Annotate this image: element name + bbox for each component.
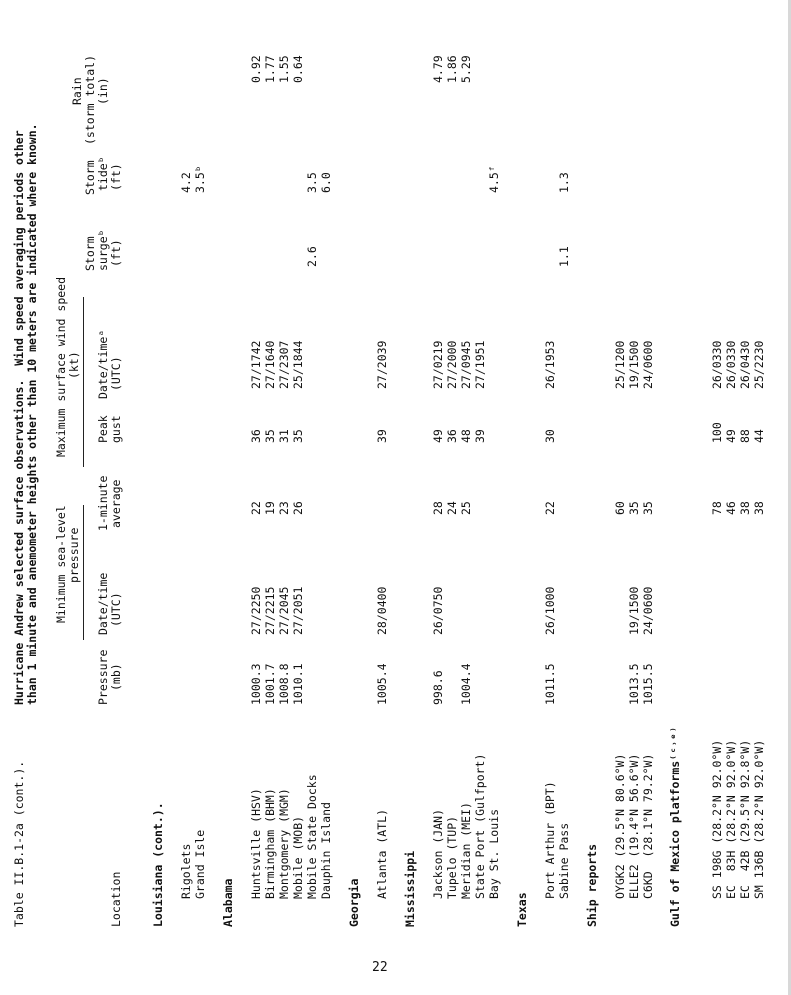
cell-pressure-date: 27/2215 — [263, 586, 277, 635]
cell-rain: 1.77 — [263, 55, 277, 83]
section-alabama: Alabama — [221, 878, 235, 927]
cell-tide: 3.5ᵇ — [193, 165, 207, 193]
col-avg: 1-minute — [96, 475, 110, 531]
cell-location: Dauphin Island — [319, 802, 333, 899]
cell-rain: 5.29 — [459, 55, 473, 83]
cell-rain: 1.55 — [277, 55, 291, 83]
cell-location: Montgomery (MGM) — [277, 788, 291, 899]
col-surge: Storm — [83, 236, 97, 271]
cell-gust: 39 — [375, 429, 389, 443]
section-gulf: Gulf of Mexico platforms⁽ᶜ˒ᵉ⁾ — [668, 726, 682, 927]
cell-tide: 3.5 — [305, 172, 319, 193]
pressure-group-rule — [83, 505, 84, 640]
cell-pressure-date: 19/1500 — [627, 586, 641, 635]
cell-rain: 4.79 — [431, 55, 445, 83]
cell-avg: 28 — [431, 501, 445, 515]
cell-avg: 78 — [710, 501, 724, 515]
cell-pressure: 1013.5 — [627, 663, 641, 705]
cell-pressure: 1011.5 — [543, 663, 557, 705]
cell-gust: 35 — [263, 429, 277, 443]
cell-pressure: 1004.4 — [459, 663, 473, 705]
cell-surge: 1.1 — [557, 246, 571, 267]
col-rain: Rain — [70, 77, 84, 105]
cell-pressure-date: 26/0750 — [431, 586, 445, 635]
cell-location: OYGK2 (29.5°N 80.6°W) — [613, 753, 627, 899]
cell-tide: 1.3 — [557, 172, 571, 193]
cell-tide: 4.2 — [179, 172, 193, 193]
cell-location: ELLE2 (19.4°N 56.6°W) — [627, 753, 641, 899]
cell-pressure: 1010.1 — [291, 663, 305, 705]
cell-rain: 0.64 — [291, 55, 305, 83]
cell-avg: 22 — [543, 501, 557, 515]
cell-pressure: 1015.5 — [641, 663, 655, 705]
col-surge-3: (ft) — [109, 239, 123, 267]
cell-pressure-date: 28/0400 — [375, 586, 389, 635]
cell-gust: 39 — [473, 429, 487, 443]
pressure-group-header-2: pressure — [67, 527, 81, 583]
table-label: Table II.B.1-2a (cont.). — [12, 760, 26, 927]
cell-pressure-date: 27/2051 — [291, 586, 305, 635]
wind-group-header: Maximum surface wind speed — [54, 276, 68, 457]
col-tide-2: tideᵇ — [96, 156, 110, 191]
cell-wind-date: 25/1200 — [613, 340, 627, 389]
cell-gust: 44 — [752, 429, 766, 443]
cell-location: C6KD (28.1°N 79.2°W) — [641, 753, 655, 899]
col-pressure-date: Date/time — [96, 572, 110, 635]
cell-location: EC 83H (28.2°N 92.0°W) — [724, 739, 738, 899]
cell-wind-date: 26/1953 — [543, 340, 557, 389]
pressure-group-header: Minimum sea-level — [54, 505, 68, 623]
cell-pressure-date: 27/2045 — [277, 586, 291, 635]
cell-gust: 48 — [459, 429, 473, 443]
cell-wind-date: 24/0600 — [641, 340, 655, 389]
cell-wind-date: 27/0945 — [459, 340, 473, 389]
col-wind-date: Date/timeᵃ — [96, 329, 110, 399]
cell-wind-date: 27/1742 — [249, 340, 263, 389]
cell-pressure-date: 27/2250 — [249, 586, 263, 635]
wind-group-header-2: (kt) — [67, 351, 81, 379]
cell-location: Port Arthur (BPT) — [543, 781, 557, 899]
cell-pressure-date: 26/1000 — [543, 586, 557, 635]
section-mississippi: Mississippi — [403, 850, 417, 927]
cell-pressure: 1008.8 — [277, 663, 291, 705]
cell-wind-date: 26/0430 — [738, 340, 752, 389]
col-pressure: Pressure — [96, 649, 110, 705]
col-tide: Storm — [83, 160, 97, 195]
cell-wind-date: 27/1951 — [473, 340, 487, 389]
cell-wind-date: 25/2230 — [752, 340, 766, 389]
cell-pressure: 998.6 — [431, 670, 445, 705]
col-gust: Peak — [96, 415, 110, 443]
cell-avg: 35 — [641, 501, 655, 515]
cell-gust: 88 — [738, 429, 752, 443]
cell-gust: 35 — [291, 429, 305, 443]
cell-avg: 38 — [752, 501, 766, 515]
cell-rain: 0.92 — [249, 55, 263, 83]
cell-wind-date: 27/2000 — [445, 340, 459, 389]
cell-wind-date: 25/1844 — [291, 340, 305, 389]
cell-location: SS 198G (28.2°N 92.0°W) — [710, 739, 724, 899]
cell-gust: 49 — [431, 429, 445, 443]
cell-wind-date: 26/0330 — [724, 340, 738, 389]
section-georgia: Georgia — [347, 878, 361, 927]
cell-surge: 2.6 — [305, 246, 319, 267]
cell-avg: 25 — [459, 501, 473, 515]
cell-location: Jackson (JAN) — [431, 808, 445, 899]
col-wind-date-unit: (UTC) — [109, 356, 123, 391]
col-pressure-date-unit: (UTC) — [109, 592, 123, 627]
cell-wind-date: 27/1640 — [263, 340, 277, 389]
cell-location: EC 42B (29.5°N 92.8°W) — [738, 739, 752, 899]
cell-wind-date: 27/2307 — [277, 340, 291, 389]
cell-rain: 1.86 — [445, 55, 459, 83]
cell-location: Rigolets — [179, 843, 193, 899]
cell-pressure: 1001.7 — [263, 663, 277, 705]
col-location: Location — [109, 871, 123, 927]
section-louisiana: Louisiana (cont.). — [151, 802, 165, 927]
section-texas: Texas — [515, 892, 529, 927]
cell-avg: 22 — [249, 501, 263, 515]
cell-location: Mobile State Docks — [305, 774, 319, 899]
cell-wind-date: 26/0330 — [710, 340, 724, 389]
cell-gust: 100 — [710, 422, 724, 443]
cell-avg: 26 — [291, 501, 305, 515]
col-rain-2: (storm total) — [83, 54, 97, 145]
cell-avg: 38 — [738, 501, 752, 515]
cell-location: Grand Isle — [193, 829, 207, 899]
page-number: 22 — [372, 960, 388, 975]
cell-wind-date: 27/0219 — [431, 340, 445, 389]
cell-avg: 19 — [263, 501, 277, 515]
cell-location: Birmingham (BHM) — [263, 788, 277, 899]
cell-avg: 46 — [724, 501, 738, 515]
cell-gust: 31 — [277, 429, 291, 443]
cell-location: State Port (Gulfport) — [473, 753, 487, 899]
cell-tide: 4.5ᶠ — [487, 165, 501, 193]
cell-location: Sabine Pass — [557, 822, 571, 899]
cell-location: Meridian (MEI) — [459, 802, 473, 899]
cell-pressure: 1000.3 — [249, 663, 263, 705]
cell-avg: 60 — [613, 501, 627, 515]
cell-location: Mobile (MOB) — [291, 815, 305, 899]
cell-pressure-date: 24/0600 — [641, 586, 655, 635]
cell-pressure: 1005.4 — [375, 663, 389, 705]
cell-location: Huntsville (HSV) — [249, 788, 263, 899]
cell-tide: 6.0 — [319, 172, 333, 193]
cell-location: SM 136B (28.2°N 92.0°W) — [752, 739, 766, 899]
cell-gust: 49 — [724, 429, 738, 443]
table-caption-line2: than 1 minute and anemometer heights other than 10 meters are indicated where known. — [25, 123, 39, 705]
table-caption-line1: Hurricane Andrew selected surface observations. Wind speed averaging periods other — [12, 130, 26, 705]
cell-gust: 36 — [445, 429, 459, 443]
section-ships: Ship reports — [585, 843, 599, 927]
col-surge-2: surgeᵇ — [96, 229, 110, 271]
cell-location: Atlanta (ATL) — [375, 808, 389, 899]
cell-avg: 35 — [627, 501, 641, 515]
col-avg-2: average — [109, 479, 123, 528]
cell-avg: 23 — [277, 501, 291, 515]
cell-gust: 36 — [249, 429, 263, 443]
col-rain-3: (in) — [96, 77, 110, 105]
col-tide-3: (ft) — [109, 163, 123, 191]
wind-group-rule — [83, 297, 84, 467]
col-pressure-unit: (mb) — [109, 663, 123, 691]
cell-wind-date: 19/1500 — [627, 340, 641, 389]
col-gust-2: gust — [109, 415, 123, 443]
cell-location: Bay St. Louis — [487, 808, 501, 899]
cell-location: Tupelo (TUP) — [445, 815, 459, 899]
cell-gust: 30 — [543, 429, 557, 443]
cell-wind-date: 27/2039 — [375, 340, 389, 389]
cell-avg: 24 — [445, 501, 459, 515]
